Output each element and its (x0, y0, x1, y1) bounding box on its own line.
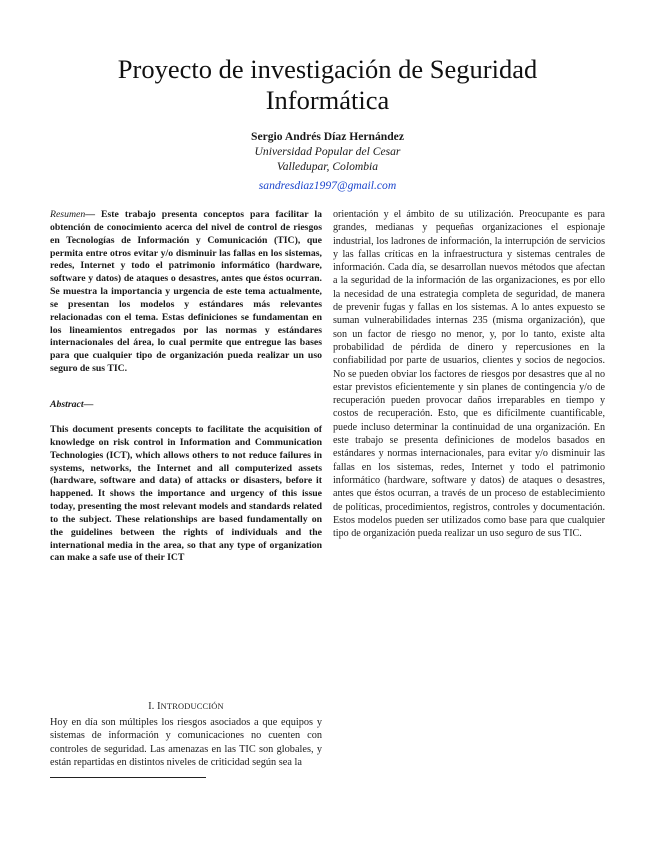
author-email-link[interactable]: sandresdiaz1997@gmail.com (258, 179, 397, 192)
section-heading-introduction (50, 701, 322, 712)
author-name: Sergio Andrés Díaz Hernández (251, 130, 404, 143)
author-city: Valledupar, Colombia (276, 160, 379, 173)
section-first-letter: I (157, 701, 161, 712)
right-column-paragraph: orientación y el ámbito de su utilización. Preocupante es para grandes, medianas y pequeñas organizaciones el espionaje industrial, los ladrones de información, la interrupción de servicios y las fallas críticas en la infraestructura y sistemas centrales de información. Cada día, se desarrollan nuevos métodos que afectan a la seguridad de la información de las organizaciones, es por ello la necesidad de una estrategia completa de seguridad, de manera de prevenir fugas y fallas en los sistemas. A lo antes expuesto se suman vulnerabilidades internas 235 (misma organización), que son un factor de riesgo no menor, y, por lo tanto, existe alta probabilidad de pérdida de dinero y repercusiones en la confiabilidad por parte de usuarios, clientes y socios de negocios. No se pueden obviar los factores de riesgos por desastres que al no estar previstos eficientemente y sin planes de contingencia y/o de recuperación pueden provocar daños irreparables en tiempo y costos de recuperación. Esto, que es difícilmente cuantificable, puede incluso determinar la continuidad de una organización. En este trabajo se presenta definiciones de modelos basados en estándares y normas internacionales, para evitar y/o disminuir las fallas en los sistemas, redes, Internet y todo el patrimonio informático (hardware, software y datos) de ataques o desastres, antes que éstos ocurran, a través de un proceso de establecimiento de políticas, procedimientos, registros, controles y documentación. Estos modelos pueden ser utilizados como base para que cualquier tipo de organización pueda realizar un uso seguro de sus TIC. (333, 209, 605, 540)
author-affiliation: Universidad Popular del Cesar (254, 145, 401, 158)
resumen-text: Este trabajo presenta conceptos para facilitar la obtención de conocimiento acerca del nivel de control de riesgos en Tecnologías de Información y Comunicación (TIC), que permita entre otros evitar y/o disminuir las fallas en los sistemas, redes, Internet y todo el patrimonio informático (hardware, software y datos) de ataques o desastres, antes que éstos ocurran. Se muestra la importancia y urgencia de este tema actualmente, se presentan los modelos y estándares más relevantes relacionadas con el tema. Estas definiciones se fundamentan en los lineamientos entregados por las normas y estándares internacionales del área, lo cual permite que entregue las bases para que cualquier tipo de organización pueda realizar un uso seguro de sus TIC. (50, 209, 322, 375)
title-line-2: Informática (265, 85, 390, 115)
resumen-separator: — (85, 209, 101, 220)
resumen-paragraph (50, 209, 322, 376)
page-title (60, 54, 595, 116)
title-line-1: Proyecto de investigación de Seguridad (117, 54, 538, 84)
resumen-label: Resumen (50, 209, 86, 220)
introduction-paragraph: Hoy en día son múltiples los riesgos asociados a que equipos y sistemas de información y comunicaciones no cuenten con controles de seguridad. Las amenazas en las TIC son globales, y están repartidas en distintos niveles de criticidad según sea la (50, 717, 322, 768)
section-rest: NTRODUCCIÓN (160, 702, 224, 711)
section-number: I. (148, 701, 155, 712)
abstract-text: This document presents concepts to facilitate the acquisition of knowledge on risk control in Information and Communication Technologies (ICT), which allows others to not reduce failures in systems, networks, the Internet and all computerized assets (hardware, software and data) of attacks or disasters, before it happened. It shows the importance and urgency of this issue today, presenting the most relevant models and standards related to the subject. These relationships are based fundamentally on the guidelines between the rights of individuals and the international media in the area, so that any type of organization can make a safe use of their ICT (50, 424, 322, 564)
footnote-divider (50, 777, 206, 778)
abstract-heading: Abstract— (50, 399, 94, 410)
